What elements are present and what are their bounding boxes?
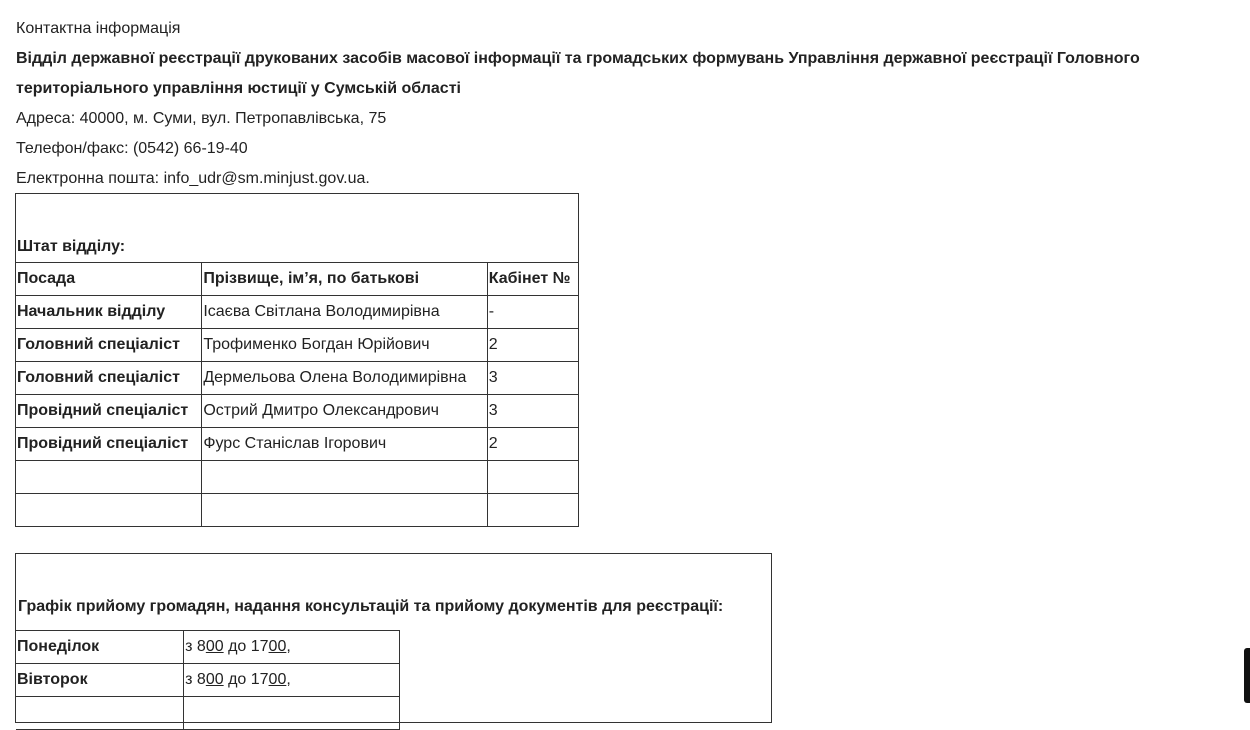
table-row-empty	[16, 461, 579, 494]
name-cell: Фурс Станіслав Ігорович	[202, 428, 487, 461]
position-cell	[16, 494, 202, 527]
name-cell: Трофименко Богдан Юрійович	[202, 329, 487, 362]
room-cell: -	[487, 296, 578, 329]
hours-from-h: 8	[196, 638, 206, 655]
table-row-empty	[16, 494, 579, 527]
phone-text: Телефон/факс: (0542) 66-19-40	[16, 140, 248, 157]
schedule-table	[16, 630, 400, 730]
position-cell: Головний спеціаліст	[16, 362, 202, 395]
day-cell: Понеділок	[16, 631, 184, 664]
hours-to-m: 00	[268, 671, 287, 688]
table-row	[16, 329, 579, 362]
column-header-position: Посада	[16, 263, 202, 296]
hours-suffix: ,	[286, 638, 291, 655]
hours-prefix: з	[185, 671, 197, 688]
table-row	[16, 362, 579, 395]
staff-table	[15, 193, 579, 527]
position-cell: Провідний спеціаліст	[16, 395, 202, 428]
schedule-box	[15, 553, 772, 723]
table-row	[16, 428, 579, 461]
room-cell: 3	[487, 362, 578, 395]
room-cell	[487, 494, 578, 527]
name-cell: Ісаєва Світлана Володимирівна	[202, 296, 487, 329]
department-name: Відділ державної реєстрації друкованих засобів масової інформації та громадських формувань Управління державної реєстрації Головного територіального управління юстиції у Сумській області	[16, 50, 1140, 97]
schedule-row	[16, 697, 400, 730]
staff-caption: Штат відділу:	[16, 194, 579, 263]
room-cell: 2	[487, 428, 578, 461]
hours-from-m: 00	[205, 638, 224, 655]
hours-suffix: ,	[286, 671, 291, 688]
hours-middle: до	[223, 671, 251, 688]
day-cell: Вівторок	[16, 664, 184, 697]
email-text: Електронна пошта: info_udr@sm.minjust.gov.ua.	[16, 170, 370, 187]
table-row	[16, 395, 579, 428]
position-cell: Провідний спеціаліст	[16, 428, 202, 461]
hours-from-h: 8	[196, 671, 206, 688]
position-cell: Начальник відділу	[16, 296, 202, 329]
hours-cell	[184, 631, 400, 664]
hours-cell	[184, 697, 400, 730]
position-cell: Головний спеціаліст	[16, 329, 202, 362]
schedule-row	[16, 664, 400, 697]
day-cell	[16, 697, 184, 730]
name-cell	[202, 494, 487, 527]
room-cell: 3	[487, 395, 578, 428]
hours-to-h: 17	[250, 671, 269, 688]
contact-section	[16, 14, 1231, 194]
name-cell: Острий Дмитро Олександрович	[202, 395, 487, 428]
name-cell: Дермельова Олена Володимирівна	[202, 362, 487, 395]
hours-prefix: з	[185, 638, 197, 655]
section-title: Контактна інформація	[16, 20, 181, 37]
hours-to-m: 00	[268, 638, 287, 655]
scrollbar-handle[interactable]	[1244, 648, 1250, 703]
schedule-row	[16, 631, 400, 664]
address-text: Адреса: 40000, м. Суми, вул. Петропавлівська, 75	[16, 110, 387, 127]
name-cell	[202, 461, 487, 494]
hours-from-m: 00	[205, 671, 224, 688]
table-row	[16, 296, 579, 329]
room-cell	[487, 461, 578, 494]
hours-middle: до	[223, 638, 251, 655]
hours-cell	[184, 664, 400, 697]
hours-to-h: 17	[250, 638, 269, 655]
room-cell: 2	[487, 329, 578, 362]
position-cell	[16, 461, 202, 494]
schedule-title: Графік прийому громадян, надання консультацій та прийому документів для реєстрації:	[18, 598, 724, 615]
column-header-room: Кабінет №	[487, 263, 578, 296]
column-header-name: Прізвище, ім’я, по батькові	[202, 263, 487, 296]
